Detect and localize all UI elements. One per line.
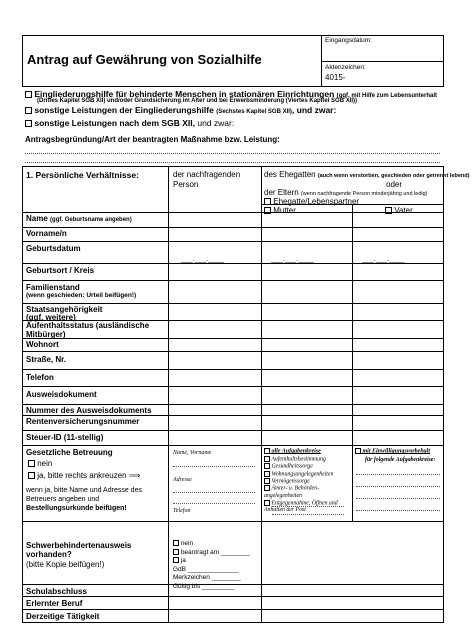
disability-marks-label: Merkzeichen — [173, 574, 210, 581]
disability-title: Schwerbehindertenausweis vorhanden? — [26, 541, 132, 559]
disability-no[interactable] — [173, 540, 259, 549]
row-line — [22, 280, 444, 281]
consent-label: mit Einwilligungsvorbehalt — [362, 448, 431, 455]
col-spouse-label: des Ehegatten — [264, 170, 316, 179]
disability-options — [173, 540, 259, 591]
col-parents-header — [264, 188, 428, 197]
guardian-name-line[interactable] — [173, 466, 255, 467]
disability-note: (bitte Kopie beifügen!) — [26, 560, 105, 569]
row-line — [22, 303, 444, 304]
option-note: (Sechstes Kapitel SGB XII) — [216, 109, 292, 115]
row-id-number: Nummer des Ausweisdokuments — [26, 406, 152, 415]
consent-option[interactable] — [355, 448, 430, 454]
checkbox-icon[interactable] — [25, 107, 32, 114]
checkbox-icon[interactable] — [173, 540, 179, 546]
option-label: sonstige Leistungen nach dem SGB XII, — [34, 118, 195, 128]
row-marital-note: (wenn geschieden: Urteil beifügen!) — [26, 292, 137, 299]
row-line — [22, 227, 444, 228]
all-tasks-label: alle Aufgabenkreise — [271, 448, 321, 455]
row-line — [22, 596, 444, 597]
row-street: Straße, Nr. — [26, 355, 67, 364]
checkbox-icon[interactable] — [264, 500, 270, 506]
task-label: Aufenthaltsbestimmung — [271, 456, 326, 463]
task-label: Gesundheitssorge — [271, 463, 313, 470]
checkbox-icon[interactable] — [173, 549, 179, 555]
col-spouse-note: (auch wenn verstorben, geschieden oder getrennt lebend) — [317, 173, 470, 179]
consent-line[interactable] — [356, 486, 440, 487]
mother-option[interactable] — [264, 206, 296, 215]
checkbox-icon[interactable] — [264, 471, 270, 477]
col-divider — [352, 204, 353, 521]
checkbox-icon[interactable] — [264, 456, 270, 462]
guardian-address-label: Adresse — [173, 477, 192, 483]
row-name — [26, 214, 132, 223]
checkbox-icon[interactable] — [264, 463, 270, 469]
option-other-integration[interactable] — [25, 105, 336, 115]
task-label: Vermögenssorge — [271, 478, 310, 485]
guardian-name-label: Name, Vorname — [173, 450, 212, 456]
page-title: Antrag auf Gewährung von Sozialhilfe — [27, 52, 262, 67]
guardian-no-label: nein — [37, 459, 53, 468]
row-line — [22, 241, 444, 242]
father-label: Vater — [394, 206, 413, 215]
row-school: Schulabschluss — [26, 587, 87, 596]
row-nationality-note: (ggf. weitere) — [26, 313, 76, 322]
row-current-job: Derzeitige Tätigkeit — [26, 612, 100, 621]
row-line — [22, 445, 444, 446]
reason-line[interactable] — [25, 162, 440, 163]
mother-label: Mutter — [273, 206, 296, 215]
partner-option[interactable] — [264, 197, 359, 206]
checkbox-icon[interactable] — [28, 472, 35, 479]
row-profession: Erlernter Beruf — [26, 599, 83, 608]
disability-gdb-label: GdB — [173, 565, 187, 573]
option-tail: und zwar: — [197, 118, 235, 128]
reason-label: Antragsbegründung/Art der beantragten Maßnahme bzw. Leistung: — [25, 135, 280, 144]
disability-applied[interactable]: beantragt am ________ — [173, 549, 259, 558]
col-spouse-header — [264, 170, 469, 179]
reason-line[interactable] — [25, 153, 440, 154]
checkbox-icon[interactable] — [264, 478, 270, 484]
received-date-label: Eingangsdatum: — [325, 37, 372, 44]
row-line — [22, 386, 444, 387]
row-residence-status: Aufenthaltsstatus (ausländische Mitbürger) — [26, 321, 150, 339]
date-field-spouse[interactable]: ___.___.____ — [271, 256, 314, 263]
row-line — [22, 609, 444, 610]
father-option[interactable] — [385, 206, 413, 215]
col-parents-label: der Eltern — [264, 188, 299, 197]
header-split — [321, 61, 444, 62]
row-line — [22, 212, 444, 213]
row-nationality: Staatsangehörigkeit — [26, 305, 103, 314]
option-tail: , und zwar: — [291, 105, 337, 115]
task-item[interactable] — [264, 485, 352, 499]
disability-gdb[interactable]: GdB ______________ — [173, 565, 239, 573]
row-line — [22, 263, 444, 264]
disability-yes-label: ja — [180, 557, 186, 564]
row-id-document: Ausweisdokument — [26, 390, 97, 399]
partner-label: Ehegatte/Lebenspartner — [273, 197, 360, 206]
col-parents-note: (wenn nachfragende Person minderjährig und ledig) — [300, 191, 428, 197]
all-tasks-option[interactable] — [264, 448, 321, 454]
row-line — [22, 415, 444, 416]
row-line — [22, 369, 444, 370]
task-label: Ämter- u. Behörden-angelegenheiten — [264, 485, 319, 499]
guardian-address-line[interactable] — [173, 492, 255, 493]
row-city: Wohnort — [26, 340, 59, 349]
checkbox-icon[interactable] — [264, 198, 271, 205]
checkbox-icon[interactable] — [264, 485, 270, 491]
option-note-line2: (Drittes Kapitel SGB XII) und/oder Grundsicherung im Alter und bei Erwerbsminderung (Viertes Kapitel SGB XII)) — [37, 98, 358, 104]
guardian-hint-text: wenn ja, bitte Name und Adresse des Betreuers angeben und — [26, 487, 142, 503]
col-person-header: der nachfragenden Person — [173, 170, 241, 189]
row-pension-number: Rentenversicherungsnummer — [26, 417, 140, 426]
row-birthdate: Geburtsdatum — [26, 244, 81, 253]
guardian-phone-label: Telefon — [173, 508, 191, 514]
checkbox-icon[interactable] — [355, 448, 361, 454]
date-field-person[interactable]: ___.___.____ — [181, 256, 224, 263]
section-title: 1. Persönliche Verhältnisse: — [26, 170, 139, 180]
checkbox-icon[interactable] — [25, 91, 32, 98]
disability-no-label: nein — [180, 540, 194, 547]
consent-note: für folgende Aufgabenkreise: — [365, 457, 436, 463]
task-item[interactable] — [264, 478, 352, 485]
row-tax-id: Steuer-ID (11-stellig) — [26, 433, 104, 442]
file-number-label: Aktenzeichen: — [325, 64, 366, 71]
disability-marks[interactable]: Merkzeichen ________ — [173, 574, 241, 581]
checkbox-icon[interactable] — [385, 207, 392, 214]
disability-yes[interactable] — [173, 557, 259, 566]
disability-valid-label: Gültig bis — [173, 582, 201, 590]
guardian-yes-label: ja, bitte rechts ankreuzen — [37, 471, 127, 480]
guardian-hint-bold: Bestellungsurkunde beifügen! — [26, 505, 127, 512]
task-label: Wohnungsangelegenheiten — [271, 470, 334, 477]
guardian-hint — [26, 486, 166, 513]
checkbox-icon[interactable] — [264, 448, 270, 454]
disability-valid[interactable]: Gültig bis _________ — [173, 582, 235, 590]
col-or: oder — [386, 180, 403, 189]
guardian-address-line[interactable] — [173, 503, 255, 504]
checkbox-icon[interactable] — [28, 460, 35, 467]
guardian-title: Gesetzliche Betreuung — [26, 448, 113, 457]
arrow-right-icon: ⟹ — [128, 471, 141, 480]
option-label: Eingliederungshilfe für behinderte Menschen in stationären Einrichtungen — [34, 89, 335, 99]
row-marital-status: Familienstand — [26, 283, 80, 292]
task-label: Entgegennahme, Öffnen und Anhalten der Post — [264, 499, 338, 513]
task-item[interactable] — [264, 463, 352, 470]
row-line — [22, 351, 444, 352]
row-line — [22, 430, 444, 431]
row-firstname: Vorname/n — [26, 229, 67, 238]
task-item[interactable] — [264, 471, 352, 478]
disability-applied-label: beantragt am — [180, 548, 220, 556]
checkbox-icon[interactable] — [25, 120, 32, 127]
row-phone: Telefon — [26, 373, 54, 382]
date-field-parent[interactable]: ___.___.____ — [362, 256, 405, 263]
option-note: (ggf. mit Hilfe zum Lebensunterhalt — [336, 93, 437, 99]
option-label: sonstige Leistungen der Eingliederungshilfe — [34, 105, 214, 115]
guardian-no-option[interactable] — [28, 459, 52, 468]
consent-line[interactable] — [356, 498, 440, 499]
row-line — [22, 404, 444, 405]
row-note: (ggf. Geburtsname angeben) — [50, 217, 132, 223]
checkbox-icon[interactable] — [264, 207, 271, 214]
task-other-line[interactable] — [272, 506, 344, 507]
row-label: Name — [26, 214, 48, 223]
consent-line[interactable] — [356, 510, 440, 511]
checkbox-icon[interactable] — [173, 557, 179, 563]
file-number-value: 4015- — [325, 73, 346, 82]
option-other-sgb[interactable] — [25, 118, 234, 128]
col-divider — [261, 166, 262, 623]
row-birthplace: Geburtsort / Kreis — [26, 266, 95, 275]
guardian-yes-option[interactable] — [28, 471, 140, 480]
consent-line[interactable] — [356, 474, 440, 475]
task-item[interactable] — [264, 456, 352, 463]
row-line — [22, 521, 444, 522]
task-other-line[interactable] — [272, 514, 344, 515]
col-divider — [168, 166, 169, 623]
